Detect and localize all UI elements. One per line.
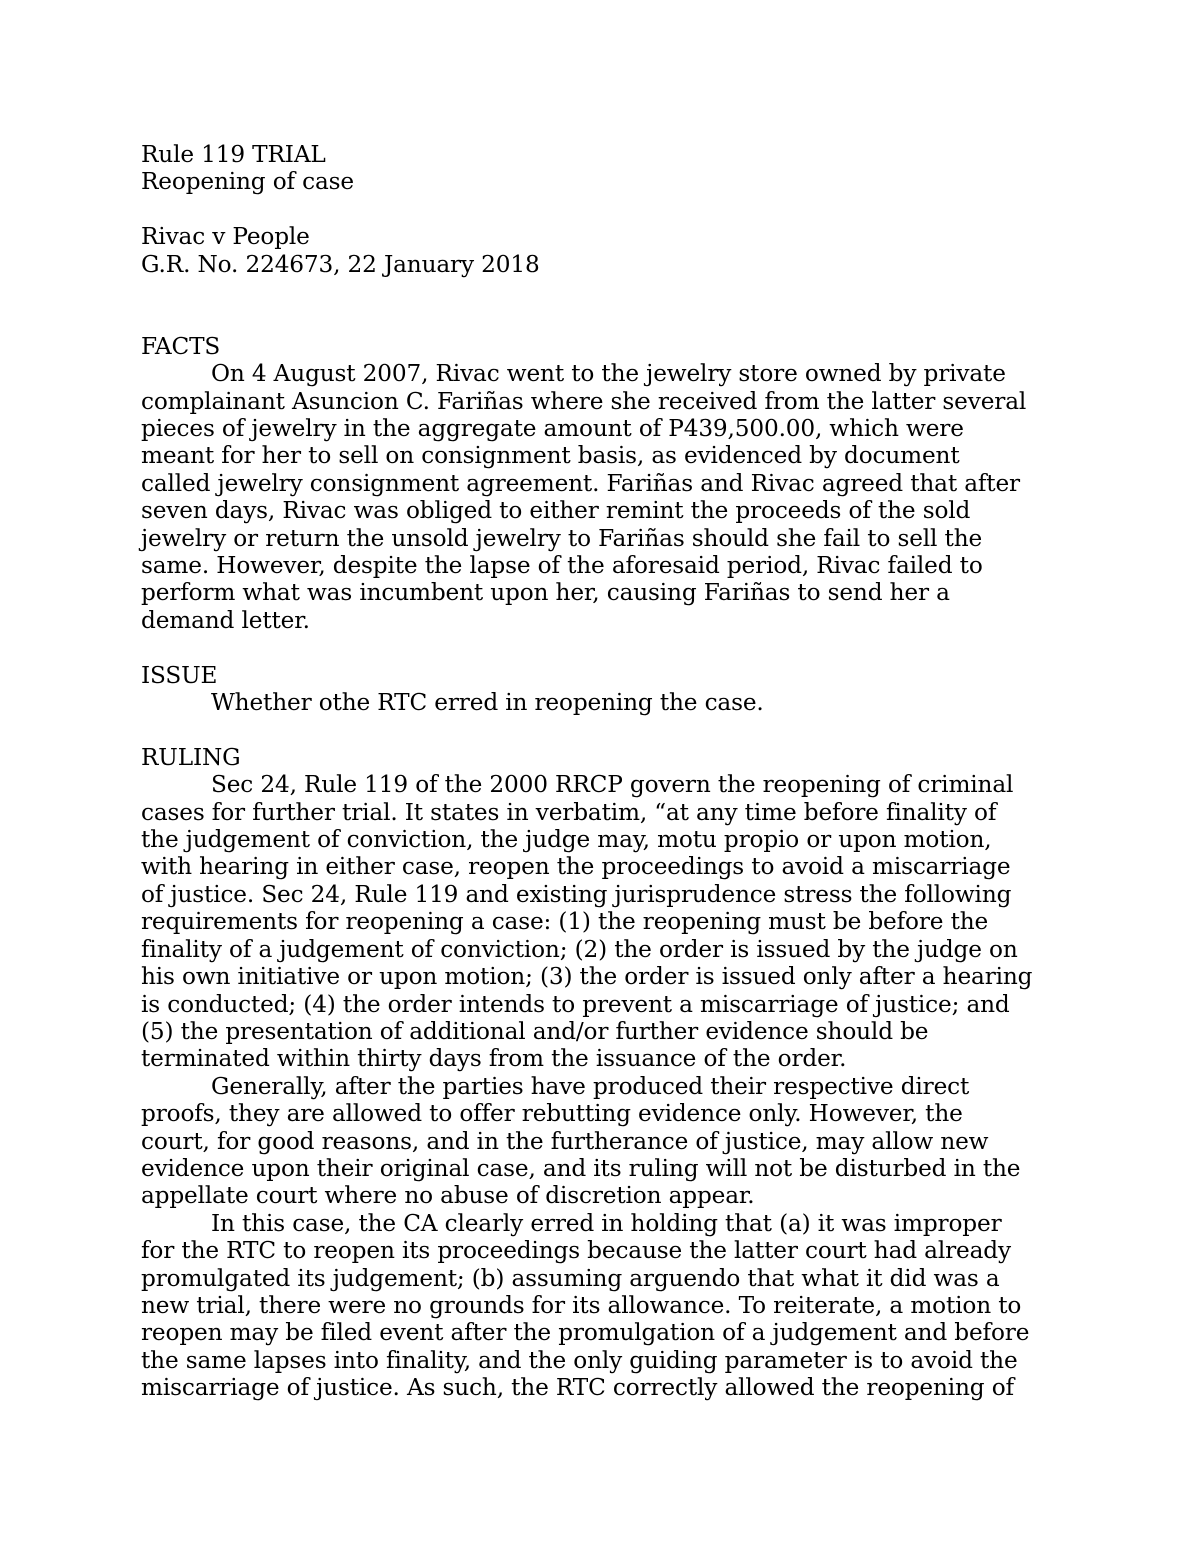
- paragraph-line: finality of a judgement of conviction; (2) the order is issued by the judge on: [141, 935, 1018, 963]
- paragraph-line: In this case, the CA clearly erred in holding that (a) it was improper: [211, 1209, 1002, 1237]
- paragraph-line: court, for good reasons, and in the furtherance of justice, may allow new: [141, 1127, 989, 1155]
- paragraph-line: terminated within thirty days from the issuance of the order.: [141, 1045, 847, 1073]
- paragraph-line: On 4 August 2007, Rivac went to the jewelry store owned by private: [211, 360, 1006, 388]
- paragraph-line: cases for further trial. It states in verbatim, “at any time before finality of: [141, 798, 997, 826]
- paragraph-line: same. However, despite the lapse of the aforesaid period, Rivac failed to: [141, 552, 983, 580]
- paragraph-line: the judgement of conviction, the judge may, motu propio or upon motion,: [141, 826, 992, 854]
- case-title: Rivac v People: [141, 223, 310, 251]
- paragraph-line: of justice. Sec 24, Rule 119 and existing jurisprudence stress the following: [141, 880, 1012, 908]
- paragraph-line: the same lapses into finality, and the only guiding parameter is to avoid the: [141, 1346, 1018, 1374]
- paragraph-line: miscarriage of justice. As such, the RTC correctly allowed the reopening of: [141, 1374, 1014, 1402]
- paragraph-line: (5) the presentation of additional and/or further evidence should be: [141, 1017, 929, 1045]
- issue-heading: ISSUE: [141, 661, 218, 689]
- paragraph-line: new trial, there were no grounds for its allowance. To reiterate, a motion to: [141, 1291, 1022, 1319]
- spacer: [141, 278, 1071, 305]
- paragraph-line: perform what was incumbent upon her, causing Fariñas to send her a: [141, 579, 950, 607]
- facts-heading: FACTS: [141, 332, 221, 360]
- paragraph-line: demand letter.: [141, 606, 310, 634]
- paragraph-line: seven days, Rivac was obliged to either remint the proceeds of the sold: [141, 497, 971, 525]
- paragraph-line: Generally, after the parties have produced their respective direct: [211, 1072, 970, 1100]
- spacer: [141, 196, 1071, 223]
- spacer: [141, 634, 1071, 661]
- paragraph-line: his own initiative or upon motion; (3) the order is issued only after a hearing: [141, 963, 1033, 991]
- facts-paragraph: [141, 360, 1071, 634]
- paragraph-line: evidence upon their original case, and its ruling will not be disturbed in the: [141, 1154, 1021, 1182]
- rule-heading: Rule 119 TRIAL: [141, 141, 326, 168]
- paragraph-line: for the RTC to reopen its proceedings because the latter court had already: [141, 1237, 1011, 1265]
- paragraph-line: called jewelry consignment agreement. Fariñas and Rivac agreed that after: [141, 469, 1020, 497]
- document-page: [141, 141, 1071, 1402]
- paragraph-line: Sec 24, Rule 119 of the 2000 RRCP govern the reopening of criminal: [211, 771, 1014, 799]
- paragraph-line: requirements for reopening a case: (1) the reopening must be before the: [141, 908, 989, 936]
- paragraph-line: pieces of jewelry in the aggregate amount of P439,500.00, which were: [141, 415, 964, 443]
- ruling-heading: RULING: [141, 743, 241, 771]
- ruling-paragraph-1: [141, 771, 1071, 1072]
- paragraph-line: appellate court where no abuse of discretion appear.: [141, 1182, 755, 1210]
- paragraph-line: is conducted; (4) the order intends to prevent a miscarriage of justice; and: [141, 990, 1010, 1018]
- spacer: [141, 305, 1071, 332]
- spacer: [141, 716, 1071, 743]
- case-reference: G.R. No. 224673, 22 January 2018: [141, 250, 540, 278]
- paragraph-line: meant for her to sell on consignment basis, as evidenced by document: [141, 442, 960, 470]
- topic-heading: Reopening of case: [141, 168, 354, 196]
- paragraph-line: proofs, they are allowed to offer rebutting evidence only. However, the: [141, 1100, 963, 1128]
- ruling-paragraph-2: [141, 1073, 1071, 1210]
- paragraph-line: complainant Asuncion C. Fariñas where she received from the latter several: [141, 387, 1027, 415]
- paragraph-line: with hearing in either case, reopen the proceedings to avoid a miscarriage: [141, 853, 1011, 881]
- paragraph-line: reopen may be filed event after the promulgation of a judgement and before: [141, 1319, 1030, 1347]
- paragraph-line: promulgated its judgement; (b) assuming arguendo that what it did was a: [141, 1264, 1000, 1292]
- ruling-paragraph-3: [141, 1210, 1071, 1402]
- issue-text: Whether othe RTC erred in reopening the case.: [211, 689, 764, 717]
- paragraph-line: jewelry or return the unsold jewelry to Fariñas should she fail to sell the: [141, 524, 983, 552]
